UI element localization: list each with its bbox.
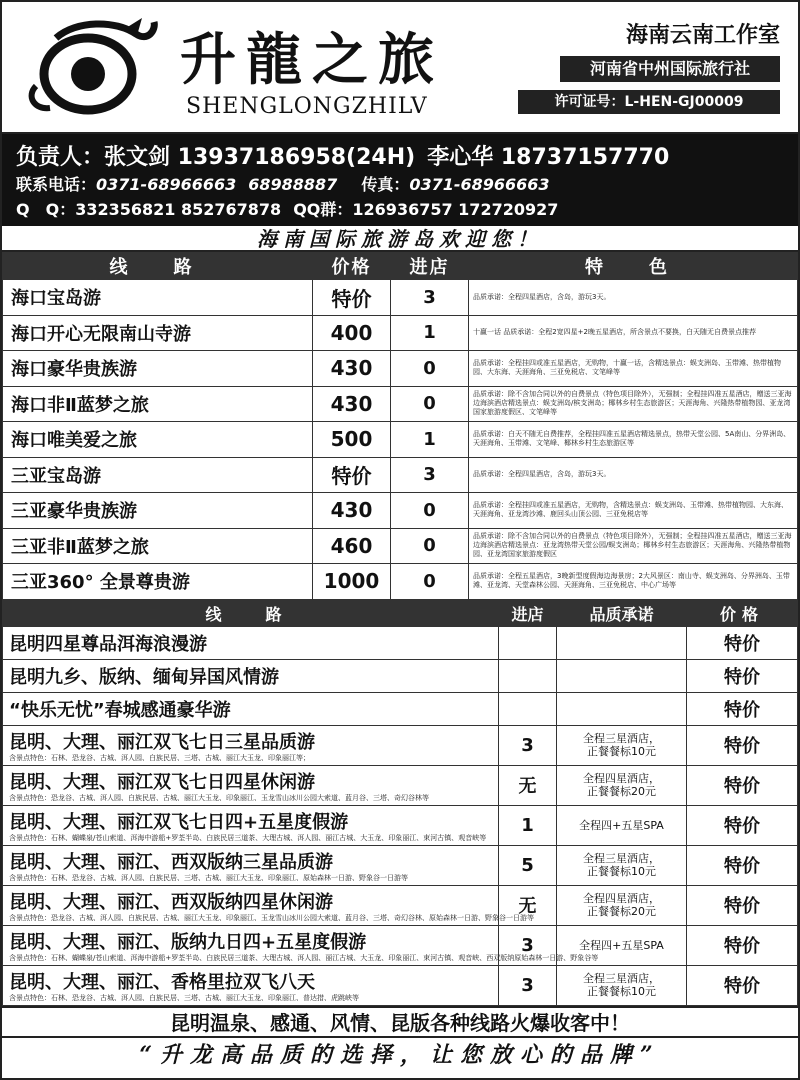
route-cell bbox=[3, 626, 499, 659]
route-price: 特价 bbox=[687, 626, 798, 659]
promise-line-1: 全程四星酒店， bbox=[583, 772, 660, 785]
route-price: 特价 bbox=[687, 692, 798, 725]
route-price: 430 bbox=[313, 386, 391, 422]
brand-name: 升龍之旅 bbox=[180, 27, 444, 93]
route-stores: 0 bbox=[391, 386, 469, 422]
footer-slogan: “升龙高品质的选择，让您放心的品牌” bbox=[2, 1036, 798, 1070]
table-row bbox=[3, 805, 798, 845]
route-feature: 品质承诺：全程四星酒店，含岛，游玩3天。 bbox=[469, 457, 798, 493]
route-name: 三亚豪华贵族游 bbox=[3, 493, 313, 529]
phone-2: 68988887 bbox=[248, 175, 338, 194]
table-row bbox=[3, 692, 798, 725]
route-name: 昆明九乡、版纳、缅甸异国风情游 bbox=[9, 666, 279, 688]
col-feature: 特 色 bbox=[469, 253, 798, 280]
header bbox=[2, 2, 798, 134]
phone-label: 联系电话： bbox=[16, 175, 97, 194]
table-row bbox=[3, 422, 798, 458]
hainan-slogan: 海南国际旅游岛欢迎您！ bbox=[2, 226, 798, 252]
promise-line-2: 正餐餐标10元 bbox=[587, 865, 656, 878]
route-stores: 3 bbox=[391, 280, 469, 316]
manager-2: 李心华 18737157770 bbox=[427, 145, 670, 170]
route-stores: 3 bbox=[391, 457, 469, 493]
route-stores: 1 bbox=[391, 315, 469, 351]
promise-line-1: 全程三星酒店， bbox=[583, 732, 660, 745]
promise-line-2: 正餐餐标20元 bbox=[587, 905, 656, 918]
route-promise bbox=[557, 885, 687, 925]
route-sights: 含景点特色：恐龙谷、古城、洱人园、白族民居、古城、丽江大玉龙、印象丽江、玉龙雪山冰川公园大索道、蓝月谷、三塔、奇幻谷林、原始森林一日游、野象谷一日游等 bbox=[9, 914, 534, 922]
col-route: 线 路 bbox=[3, 253, 313, 280]
route-name: 三亚非Ⅱ蓝梦之旅 bbox=[3, 528, 313, 564]
route-price: 430 bbox=[313, 493, 391, 529]
route-cell bbox=[3, 765, 499, 805]
promise-line-1: 全程三星酒店， bbox=[583, 852, 660, 865]
table-row bbox=[3, 845, 798, 885]
route-name: 昆明、大理、丽江双飞七日四星休闲游 bbox=[9, 772, 315, 793]
promise-line-1: 全程三星酒店， bbox=[583, 972, 660, 985]
route-stores: 0 bbox=[391, 528, 469, 564]
route-stores bbox=[499, 659, 557, 692]
route-feature: 十赢一话 品质承诺：全程2宽四星+2晚五星酒店，所含景点不要换，白天随无自费景点推荐 bbox=[469, 315, 798, 351]
table-row bbox=[3, 493, 798, 529]
route-promise bbox=[557, 805, 687, 845]
table-row bbox=[3, 925, 798, 965]
route-name: 三亚360° 全景尊贵游 bbox=[3, 564, 313, 600]
agency-badge: 河南省中州国际旅行社 bbox=[560, 56, 780, 82]
qq-numbers: 332356821 852767878 bbox=[75, 200, 282, 219]
route-feature: 品质承诺：除不含加合同以外的自费景点（特色项目除外），无强制；全程挂四准五星酒店，赠送三亚海边海滨酒店精选景点：蜈支洲岛/槟支洲岛；椰林乡村生态旅游区；天涯海角、兴隆热带植物园、亚龙湾国家旅游度假区、文笔峰等 bbox=[469, 386, 798, 422]
route-price: 特价 bbox=[687, 805, 798, 845]
col-promise: 品质承诺 bbox=[557, 600, 687, 626]
route-price: 460 bbox=[313, 528, 391, 564]
table-row bbox=[3, 351, 798, 387]
route-stores: 5 bbox=[499, 845, 557, 885]
route-sights: 含景点特色：石林、恐龙谷、古城、洱人园、白族民居、三塔、古城、丽江大玉龙、印象丽江、普达措、虎跳峡等 bbox=[9, 994, 359, 1002]
col-price: 价格 bbox=[313, 253, 391, 280]
footer-banner: 昆明温泉、感通、风情、昆版各种线路火爆收客中！ bbox=[2, 1006, 798, 1036]
qq-label: Q Q： bbox=[16, 200, 76, 219]
route-name: 海口非Ⅱ蓝梦之旅 bbox=[3, 386, 313, 422]
route-promise bbox=[557, 626, 687, 659]
route-feature: 品质承诺：除不含加合同以外的自费景点（特色项目除外），无强制；全程挂四准五星酒店，赠送三亚海边海滨酒店精选景点：亚龙湾热带天堂公园/蜈支洲岛；椰林乡村生态旅游区；天涯海角、兴隆热带植物园、亚龙湾国家旅游度假区 bbox=[469, 528, 798, 564]
col-route: 线 路 bbox=[3, 600, 499, 626]
table-row bbox=[3, 386, 798, 422]
route-name: 海口唯美爱之旅 bbox=[3, 422, 313, 458]
route-feature: 品质承诺：白天不随无自费推荐，全程挂四准五星酒店精选景点，热带天堂公园、5A南山、分界洲岛、天涯海角、玉带滩、文笔峰、椰林乡村生态旅游区等 bbox=[469, 422, 798, 458]
table-row bbox=[3, 280, 798, 316]
route-price: 特价 bbox=[687, 965, 798, 1005]
col-price: 价格 bbox=[687, 600, 798, 626]
route-stores bbox=[499, 692, 557, 725]
promise-line-1: 全程四星酒店， bbox=[583, 892, 660, 905]
route-price: 特价 bbox=[313, 280, 391, 316]
table-row bbox=[3, 965, 798, 1005]
route-price: 400 bbox=[313, 315, 391, 351]
route-promise bbox=[557, 965, 687, 1005]
route-promise bbox=[557, 725, 687, 765]
route-cell bbox=[3, 925, 599, 965]
route-name: 昆明、大理、丽江、西双版纳四星休闲游 bbox=[9, 892, 333, 913]
table-row bbox=[3, 315, 798, 351]
route-cell bbox=[3, 692, 499, 725]
route-sights: 含景点特色：石林、蝴蝶泉/苍山索道、洱海中游船+罗荃半岛、白族民居三道茶、大理古城、洱人园、丽江古城、大玉龙、印象丽江、束河古镇、观音峡等 bbox=[9, 834, 487, 842]
route-promise bbox=[557, 659, 687, 692]
route-name: 海口宝岛游 bbox=[3, 280, 313, 316]
table-row bbox=[3, 765, 798, 805]
route-name: 昆明、大理、丽江双飞七日三星品质游 bbox=[9, 732, 315, 753]
table-row bbox=[3, 725, 798, 765]
route-name: 昆明、大理、丽江、版纳九日四+五星度假游 bbox=[9, 932, 367, 953]
yunnan-routes-table bbox=[2, 600, 798, 1006]
studio-name: 海南云南工作室 bbox=[625, 23, 780, 48]
phone-1: 0371-68966663 bbox=[96, 175, 237, 194]
route-stores: 3 bbox=[499, 965, 557, 1005]
route-stores: 0 bbox=[391, 564, 469, 600]
route-name: 昆明四星尊品洱海浪漫游 bbox=[9, 633, 207, 655]
route-feature: 品质承诺：全程四星酒店，含岛，游玩3天。 bbox=[469, 280, 798, 316]
qqgroup-numbers: 126936757 172720927 bbox=[352, 200, 559, 219]
route-price: 1000 bbox=[313, 564, 391, 600]
route-cell bbox=[3, 725, 499, 765]
table-row bbox=[3, 885, 798, 925]
route-feature: 品质承诺：全程挂四或准五星酒店，无购物，十赢一话，含精选景点：蜈支洲岛、玉带滩、热带植物园、大东海、天涯海角、三亚免税店、文笔峰等 bbox=[469, 351, 798, 387]
route-name: “快乐无忧”春城感通豪华游 bbox=[9, 699, 231, 721]
col-stores: 进店 bbox=[499, 600, 557, 626]
route-sights: 含景点特色：石林、恐龙谷、古城、洱人园、白族民居、三塔、古城、丽江大玉龙、印象丽江、原始森林一日游、野象谷一日游等 bbox=[9, 874, 408, 882]
manager-label: 负责人： bbox=[16, 145, 105, 170]
route-stores: 3 bbox=[499, 725, 557, 765]
route-name: 昆明、大理、丽江、香格里拉双飞八天 bbox=[9, 972, 315, 993]
col-stores: 进店 bbox=[391, 253, 469, 280]
route-price: 430 bbox=[313, 351, 391, 387]
route-stores: 1 bbox=[499, 805, 557, 845]
table-row bbox=[3, 564, 798, 600]
route-price: 500 bbox=[313, 422, 391, 458]
license-badge: 许可证号：L-HEN-GJ00009 bbox=[518, 90, 780, 114]
promise-line-2: 正餐餐标20元 bbox=[587, 785, 656, 798]
route-sights: 含景点特色：石林、恐龙谷、古城、洱人园、白族民居、三塔、古城、丽江大玉龙、印象丽江等； bbox=[9, 754, 310, 762]
contact-band bbox=[2, 134, 798, 226]
route-promise bbox=[557, 692, 687, 725]
route-cell bbox=[3, 885, 534, 925]
route-cell bbox=[3, 845, 499, 885]
route-stores: 0 bbox=[391, 351, 469, 387]
route-stores bbox=[499, 626, 557, 659]
table-row bbox=[3, 659, 798, 692]
dragon-logo-icon bbox=[16, 16, 166, 116]
table-row bbox=[3, 457, 798, 493]
route-promise bbox=[557, 845, 687, 885]
brand-pinyin: SHENGLONGZHILV bbox=[186, 94, 428, 119]
route-stores: 0 bbox=[391, 493, 469, 529]
route-sights: 含景点特色：石林、蝴蝶泉/苍山索道、洱海中游船+罗荃半岛、白族民居三道茶、大理古城、洱人园、丽江古城、大玉龙、印象丽江、束河古镇、观音峡、西双版纳原始森林一日游、野象谷等 bbox=[9, 954, 599, 962]
route-name: 昆明、大理、丽江双飞七日四+五星度假游 bbox=[9, 812, 349, 833]
route-stores: 3 bbox=[499, 925, 557, 965]
route-price: 特价 bbox=[687, 925, 798, 965]
fax-label: 传真： bbox=[361, 175, 410, 194]
route-name: 海口开心无限南山寺游 bbox=[3, 315, 313, 351]
table-row bbox=[3, 626, 798, 659]
route-feature: 品质承诺：全程五星酒店，3晚新型度假海边海景房；2大风景区：南山寺、蜈支洲岛、分界洲岛、玉带滩、亚龙湾、天堂森林公园、天涯海角、三亚免税店、中心广场等 bbox=[469, 564, 798, 600]
hainan-routes-table bbox=[2, 252, 798, 600]
manager-1: 张文剑 13937186958(24H) bbox=[104, 145, 416, 170]
route-name: 昆明、大理、丽江、西双版纳三星品质游 bbox=[9, 852, 333, 873]
route-stores: 1 bbox=[391, 422, 469, 458]
promise-line-2: 正餐餐标10元 bbox=[587, 745, 656, 758]
route-price: 特价 bbox=[687, 659, 798, 692]
route-sights: 含景点特色：恐龙谷、古城、洱人园、白族民居、古城、丽江大玉龙、印象丽江、玉龙雪山冰川公园大索道、蓝月谷、三塔、奇幻谷林等 bbox=[9, 794, 429, 802]
route-name: 海口豪华贵族游 bbox=[3, 351, 313, 387]
route-stores: 无 bbox=[499, 885, 557, 925]
qqgroup-label: QQ群： bbox=[293, 200, 353, 219]
table-row bbox=[3, 528, 798, 564]
route-name: 三亚宝岛游 bbox=[3, 457, 313, 493]
route-stores: 无 bbox=[499, 765, 557, 805]
route-price: 特价 bbox=[687, 765, 798, 805]
promise-line-2: 正餐餐标10元 bbox=[587, 985, 656, 998]
route-promise bbox=[557, 765, 687, 805]
route-cell bbox=[3, 659, 499, 692]
route-price: 特价 bbox=[687, 725, 798, 765]
promise-line-1: 全程四+五星SPA bbox=[579, 938, 664, 952]
route-cell bbox=[3, 805, 499, 845]
route-price: 特价 bbox=[687, 845, 798, 885]
route-price: 特价 bbox=[687, 885, 798, 925]
route-cell bbox=[3, 965, 499, 1005]
promise-line-1: 全程四+五星SPA bbox=[579, 818, 664, 832]
route-price: 特价 bbox=[313, 457, 391, 493]
route-feature: 品质承诺：全程挂四或准五星酒店，无购物，含精选景点：蜈支洲岛、玉带滩、热带植物园、大东海、天涯海角、亚龙湾沙滩、鹿回头山顶公园、三亚免税店等 bbox=[469, 493, 798, 529]
fax-number: 0371-68966663 bbox=[409, 175, 550, 194]
